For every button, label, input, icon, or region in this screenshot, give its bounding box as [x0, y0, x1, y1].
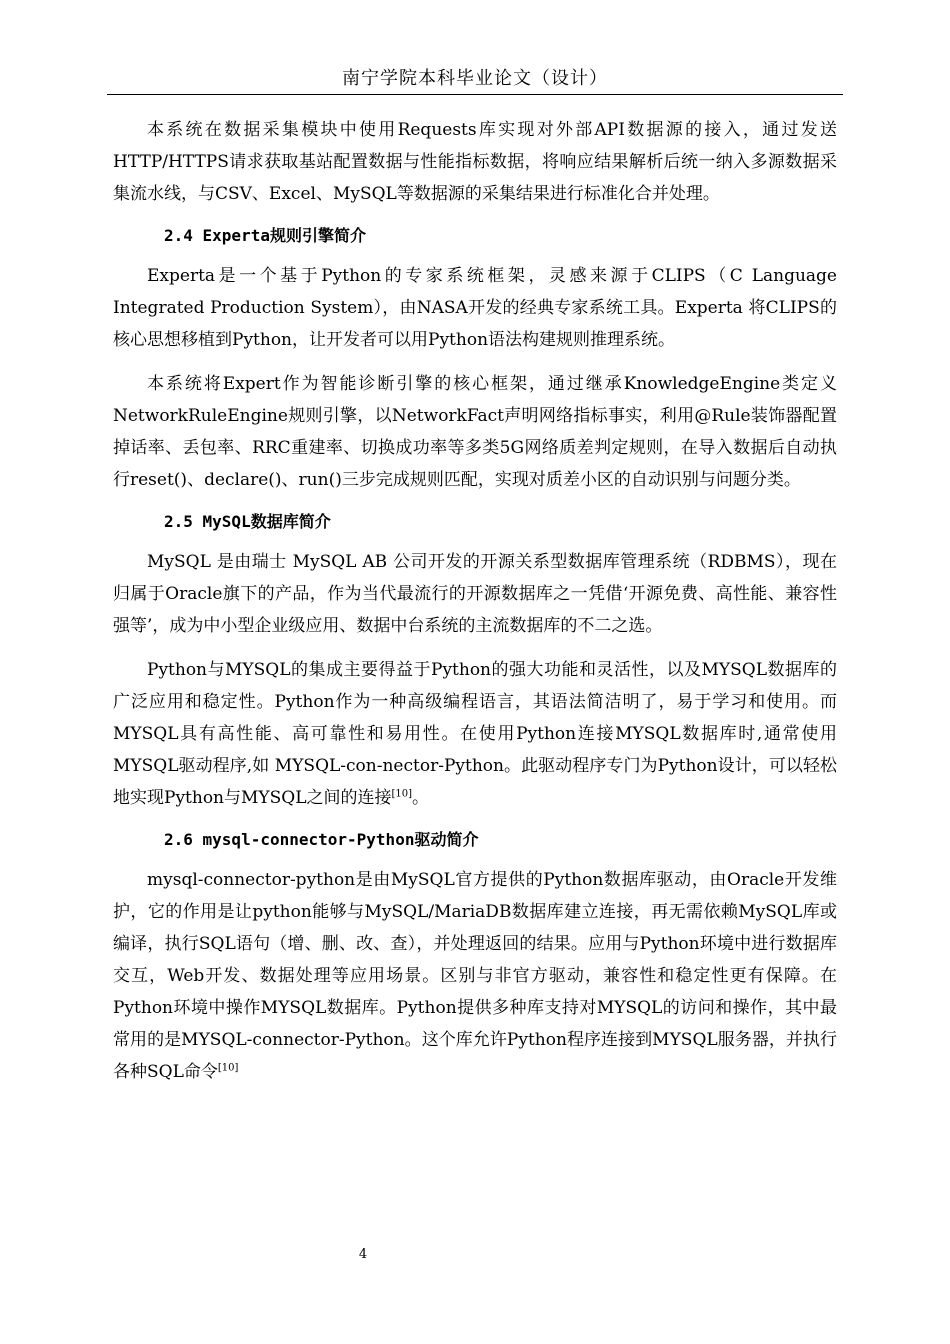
paragraph-experta-intro: Experta是一个基于Python的专家系统框架，灵感来源于CLIPS（C Language Integrated Production System），由NASA开发的经典专家系统工具。Experta 将CLIPS的核心思想移植到Python，让开发者可以用Python语法构建规则推理系统。 [113, 266, 837, 350]
page-content [113, 114, 837, 1100]
paragraph-requests: 本系统在数据采集模块中使用Requests库实现对外部API数据源的接入，通过发送HTTP/HTTPS请求获取基站配置数据与性能指标数据，将响应结果解析后统一纳入多源数据采集流水线，与CSV、Excel、MySQL等数据源的采集结果进行标准化合并处理。 [113, 120, 837, 204]
paragraph-connector [113, 864, 837, 1088]
paragraph-python-mysql [113, 654, 837, 814]
paragraph-mysql-intro: MySQL 是由瑞士 MySQL AB 公司开发的开源关系型数据库管理系统（RDBMS），现在归属于Oracle旗下的产品，作为当代最流行的开源数据库之一凭借‘开源免费、高性能、兼容性强等’，成为中小型企业级应用、数据中台系统的主流数据库的不二之选。 [113, 552, 837, 636]
paragraph-experta-usage: 本系统将Expert作为智能诊断引擎的核心框架，通过继承KnowledgeEngine类定义NetworkRuleEngine规则引擎，以NetworkFact声明网络指标事实，利用@Rule装饰器配置掉话率、丢包率、RRC重建率、切换成功率等多类5G网络质差判定规则，在导入数据后自动执行reset()、declare()、run()三步完成规则匹配，实现对质差小区的自动识别与问题分类。 [113, 374, 837, 490]
section-heading-2-5: 2.5 MySQL数据库简介 [164, 512, 331, 531]
paragraph-python-mysql-end: 。 [412, 788, 430, 808]
citation-ref: [10] [217, 1062, 239, 1074]
paragraph-connector-text: mysql-connector-python是由MySQL官方提供的Python数据库驱动，由Oracle开发维护，它的作用是让python能够与MySQL/MariaDB数据库建立连接，再无需依赖MySQL库或编译，执行SQL语句（增、删、改、查），并处理返回的结果。应用与Python环境中进行数据库交互，Web开发、数据处理等应用场景。区别与非官方驱动，兼容性和稳定性更有保障。在Python环境中操作MYSQL数据库。Python提供多种库支持对MYSQL的访问和操作，其中最常用的是MYSQL-connector-Python。这个库允许Python程序连接到MYSQL服务器，并执行各种SQL命令 [113, 870, 837, 1082]
citation-ref: [10] [391, 788, 413, 800]
page-number: 4 [358, 1247, 368, 1262]
paragraph-python-mysql-text: Python与MYSQL的集成主要得益于Python的强大功能和灵活性，以及MYSQL数据库的广泛应用和稳定性。Python作为一种高级编程语言，其语法简洁明了，易于学习和使用。而MYSQL具有高性能、高可靠性和易用性。在使用Python连接MYSQL数据库时,通常使用MYSQL驱动程序,如 MYSQL-con-nector-Python。此驱动程序专门为Python设计，可以轻松地实现Python与MYSQL之间的连接 [113, 660, 837, 808]
header-rule [107, 94, 843, 95]
page-header: 南宁学院本科毕业论文（设计） [342, 68, 608, 89]
section-heading-2-4: 2.4 Experta规则引擎简介 [164, 226, 366, 245]
section-heading-2-6: 2.6 mysql-connector-Python驱动简介 [164, 830, 479, 849]
